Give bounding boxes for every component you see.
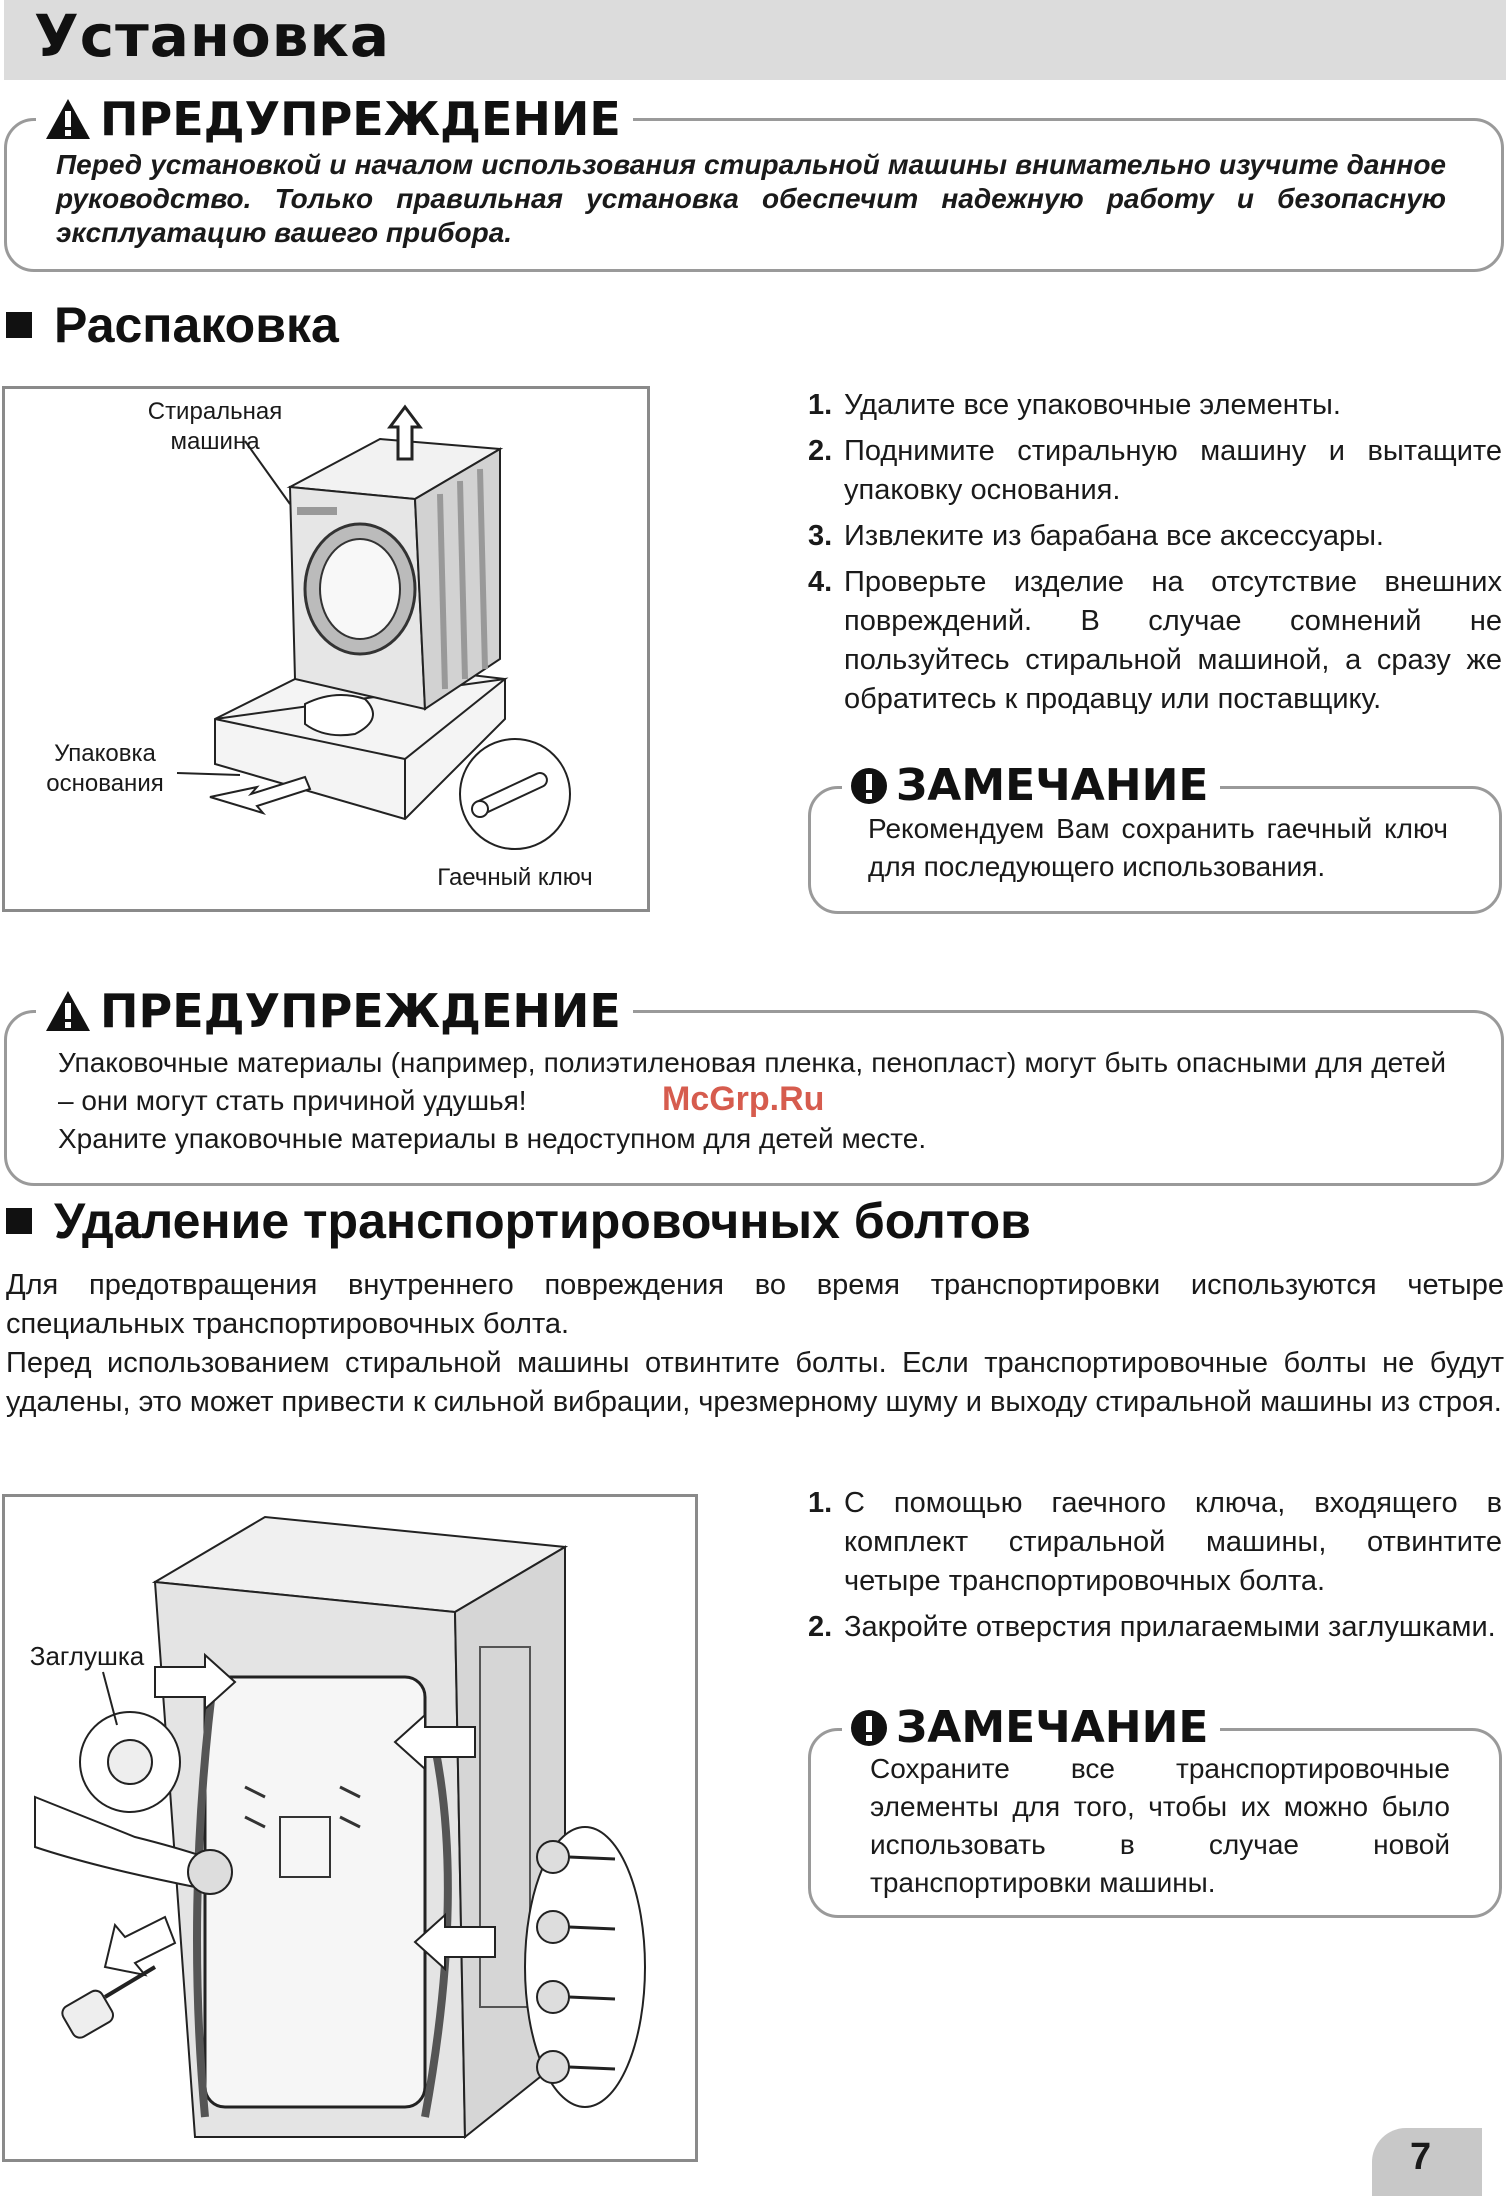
page-title: Установка: [34, 2, 390, 70]
bolts-steps: [808, 1484, 1502, 1654]
section-bullet-icon: [6, 312, 32, 338]
warning-text-1: Перед установкой и началом использования стиральной машины внимательно изучите данное руководство. Только правильная установка обеспечит надежную работу и безопасную эксплуатацию вашего прибора.: [56, 149, 1446, 248]
list-item: 1. С помощью гаечного ключа, входящего в комплект стиральной машины, отвинтите четыре транспортировочных болта.: [808, 1487, 1502, 1597]
list-item: 4. Проверьте изделие на отсутствие внешних повреждений. В случае сомнений не пользуйтесь стиральной машиной, а сразу же обратитесь к продавцу или поставщику.: [808, 566, 1502, 715]
note-text-1: Рекомендуем Вам сохранить гаечный ключ для последующего использования.: [868, 813, 1448, 882]
section-bullet-icon: [6, 1208, 32, 1234]
transport-bolts-illustration: [5, 1497, 695, 2159]
unpacking-figure: [2, 386, 650, 912]
warning-text-2b: Храните упаковочные материалы в недоступном для детей месте.: [58, 1123, 927, 1154]
warning-triangle-icon: [44, 97, 92, 141]
section-title-bolts: Удаление транспортировочных болтов: [6, 1192, 1031, 1250]
exclamation-circle-icon: [850, 1709, 888, 1747]
bolts-paragraph-1: Для предотвращения внутреннего повреждения во время транспортировки используются четыре специальных транспортировочных болта.: [6, 1269, 1504, 1340]
label-base-package: Упаковка основания: [46, 740, 164, 797]
warning-title-2: ПРЕДУПРЕЖДЕНИЕ: [36, 984, 633, 1038]
unpacking-steps: [808, 386, 1502, 726]
exclamation-circle-icon: [850, 767, 888, 805]
washing-machine-unpacking-illustration: [5, 389, 647, 909]
list-item: 2. Поднимите стиральную машину и вытащите упаковку основания.: [808, 435, 1502, 506]
section-title-unpacking: Распаковка: [6, 296, 339, 354]
warning-triangle-icon: [44, 989, 92, 1033]
label-plug: Заглушка: [29, 1641, 145, 1671]
bolts-paragraph-2: Перед использованием стиральной машины отвинтите болты. Если транспортировочные болты не будут удалены, это может привести к сильной вибрации, чрезмерному шуму и выходу стиральной машины из строя.: [6, 1347, 1504, 1418]
watermark: McGrp.Ru: [662, 1080, 825, 1118]
warning-title-1: [36, 92, 633, 146]
warning-text-2a: Упаковочные материалы (например, полиэтиленовая пленка, пенопласт) могут быть опасными для детей – они могут стать причиной удушья!: [58, 1047, 1446, 1116]
page-number-badge: [1372, 2128, 1482, 2196]
bolts-figure: [2, 1494, 698, 2162]
note-title-2: ЗАМЕЧАНИЕ: [842, 1702, 1220, 1753]
page-header: [4, 0, 1506, 80]
note-title-1: ЗАМЕЧАНИЕ: [842, 760, 1220, 811]
list-item: 2. Закройте отверстия прилагаемыми заглушками.: [808, 1611, 1496, 1643]
warning-title-text: ПРЕДУПРЕЖДЕНИЕ: [100, 92, 621, 146]
list-item: 3. Извлеките из барабана все аксессуары.: [808, 520, 1384, 552]
label-washing-machine: Стиральная машина: [147, 398, 283, 455]
list-item: 1. Удалите все упаковочные элементы.: [808, 389, 1341, 421]
page-number: 7: [1410, 2136, 1432, 2178]
label-wrench: Гаечный ключ: [437, 864, 593, 891]
note-text-2: Сохраните все транспортировочные элементы для того, чтобы их можно было использовать в случае новой транспортировки машины.: [870, 1753, 1450, 1898]
